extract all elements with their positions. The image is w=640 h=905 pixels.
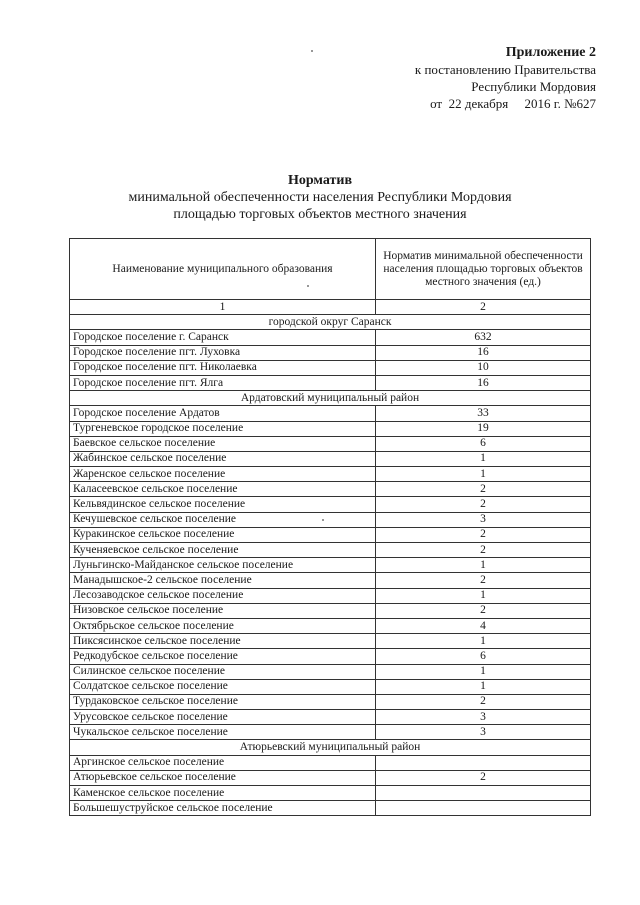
table-row [70, 421, 591, 436]
table-section-row [70, 315, 591, 330]
table-row [70, 467, 591, 482]
table-row [70, 482, 591, 497]
table-row [70, 451, 591, 466]
column-number-2: 2 [376, 300, 591, 315]
table-row [70, 360, 591, 375]
municipality-name: Кечушевское сельское поселение [70, 512, 376, 527]
table-row [70, 543, 591, 558]
normative-value: 6 [376, 649, 591, 664]
appendix-line-2: Республики Мордовия [471, 79, 596, 94]
normative-value [376, 755, 591, 770]
municipality-name: Лесозаводское сельское поселение [70, 588, 376, 603]
table-row [70, 558, 591, 573]
normative-value: 3 [376, 512, 591, 527]
normative-table [69, 238, 591, 816]
section-title: Атюрьевский муниципальный район [70, 740, 591, 755]
municipality-name: Тургеневское городское поселение [70, 421, 376, 436]
decree-reference: от 22 декабря 2016 г. №627 [430, 96, 596, 111]
table-column-numbers-row [70, 300, 591, 315]
table-row [70, 770, 591, 785]
normative-value: 1 [376, 451, 591, 466]
table-row [70, 710, 591, 725]
normative-value: 2 [376, 770, 591, 785]
table-row [70, 694, 591, 709]
normative-value: 2 [376, 497, 591, 512]
normative-value: 1 [376, 634, 591, 649]
normative-value: 2 [376, 603, 591, 618]
table-row [70, 755, 591, 770]
table-row [70, 603, 591, 618]
municipality-name: Атюрьевское сельское поселение [70, 770, 376, 785]
municipality-name: Солдатское сельское поселение [70, 679, 376, 694]
table-row [70, 375, 591, 390]
normative-value: 2 [376, 543, 591, 558]
normative-value: 1 [376, 588, 591, 603]
table-header-row [70, 239, 591, 300]
municipality-name: Жабинское сельское поселение [70, 451, 376, 466]
normative-value: 632 [376, 330, 591, 345]
table-row [70, 330, 591, 345]
normative-value: 1 [376, 558, 591, 573]
normative-value: 1 [376, 664, 591, 679]
normative-value: 3 [376, 725, 591, 740]
municipality-name: Редкодубское сельское поселение [70, 649, 376, 664]
municipality-name: Урусовское сельское поселение [70, 710, 376, 725]
normative-value: 1 [376, 679, 591, 694]
municipality-name: Каласеевское сельское поселение [70, 482, 376, 497]
table-section-row [70, 391, 591, 406]
normative-value: 2 [376, 573, 591, 588]
municipality-name: Кученяевское сельское поселение [70, 543, 376, 558]
normative-value: 2 [376, 482, 591, 497]
normative-value: 33 [376, 406, 591, 421]
table-row [70, 436, 591, 451]
municipality-name: Пиксясинское сельское поселение [70, 634, 376, 649]
municipality-name: Кельвядинское сельское поселение [70, 497, 376, 512]
municipality-name: Городское поселение пгт. Луховка [70, 345, 376, 360]
table-row [70, 679, 591, 694]
table-section-row [70, 740, 591, 755]
municipality-name: Манадышское-2 сельское поселение [70, 573, 376, 588]
table-row [70, 618, 591, 633]
scan-speck [322, 519, 324, 521]
table-row [70, 527, 591, 542]
normative-value: 2 [376, 694, 591, 709]
municipality-name: Октябрьское сельское поселение [70, 618, 376, 633]
section-title: городской округ Саранск [70, 315, 591, 330]
municipality-name: Силинское сельское поселение [70, 664, 376, 679]
table-row [70, 664, 591, 679]
municipality-name: Куракинское сельское поселение [70, 527, 376, 542]
municipality-name: Чукальское сельское поселение [70, 725, 376, 740]
table-row [70, 345, 591, 360]
table-row [70, 512, 591, 527]
municipality-name: Турдаковское сельское поселение [70, 694, 376, 709]
appendix-block [415, 44, 596, 112]
normative-value: 2 [376, 527, 591, 542]
document-subtitle-2: площадью торговых объектов местного значения [173, 207, 467, 222]
municipality-name: Жаренское сельское поселение [70, 467, 376, 482]
municipality-name: Каменское сельское поселение [70, 786, 376, 801]
municipality-name: Низовское сельское поселение [70, 603, 376, 618]
document-heading [0, 172, 640, 223]
document-title: Норматив [287, 173, 353, 188]
table-row [70, 649, 591, 664]
municipality-name: Городское поселение г. Саранск [70, 330, 376, 345]
table-row [70, 725, 591, 740]
municipality-name: Луньгинско-Майданское сельское поселение [70, 558, 376, 573]
normative-table-body [70, 239, 591, 816]
municipality-name: Баевское сельское поселение [70, 436, 376, 451]
normative-value: 4 [376, 618, 591, 633]
normative-value: 6 [376, 436, 591, 451]
municipality-name: Аргинское сельское поселение [70, 755, 376, 770]
table-row [70, 786, 591, 801]
table-row [70, 573, 591, 588]
section-title: Ардатовский муниципальный район [70, 391, 591, 406]
normative-value: 16 [376, 345, 591, 360]
normative-value: 10 [376, 360, 591, 375]
column-header-value: Норматив минимальной обеспеченности населения площадью торговых объектов местного значения (ед.) [376, 239, 591, 300]
municipality-name: Городское поселение Ардатов [70, 406, 376, 421]
normative-value: 3 [376, 710, 591, 725]
municipality-name: Городское поселение пгт. Ялга [70, 375, 376, 390]
normative-value [376, 801, 591, 816]
table-row [70, 588, 591, 603]
appendix-title: Приложение 2 [505, 45, 596, 60]
table-row [70, 497, 591, 512]
normative-value [376, 786, 591, 801]
document-subtitle-1: минимальной обеспеченности населения Республики Мордовия [128, 190, 512, 205]
normative-value: 16 [376, 375, 591, 390]
table-row [70, 634, 591, 649]
column-number-1: 1 [70, 300, 376, 315]
scan-speck [311, 50, 313, 52]
normative-value: 19 [376, 421, 591, 436]
table-row [70, 406, 591, 421]
normative-value: 1 [376, 467, 591, 482]
scan-speck [307, 285, 309, 287]
table-row [70, 801, 591, 816]
municipality-name: Городское поселение пгт. Николаевка [70, 360, 376, 375]
column-header-name: Наименование муниципального образования [70, 239, 376, 300]
municipality-name: Большешуструйское сельское поселение [70, 801, 376, 816]
appendix-line-1: к постановлению Правительства [414, 62, 596, 77]
